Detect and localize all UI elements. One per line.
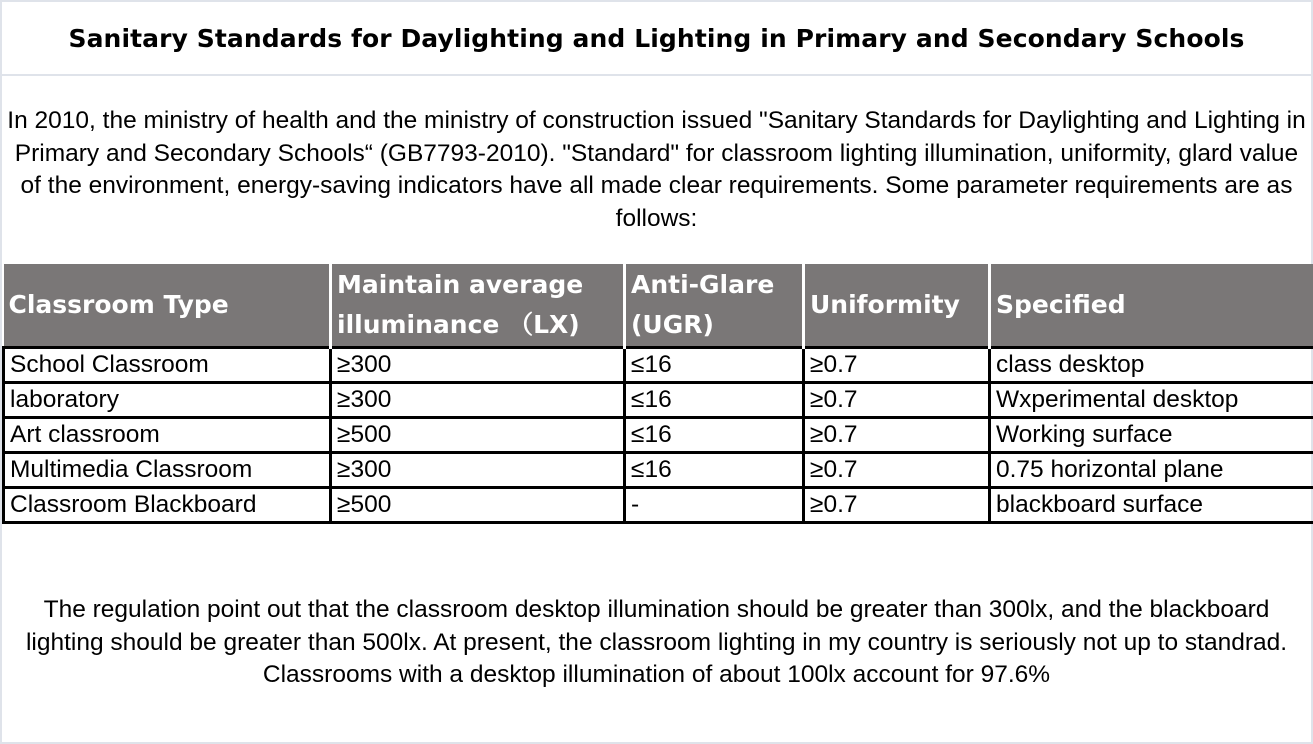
cell-specified: 0.75 horizontal plane xyxy=(990,453,1313,488)
cell-average-illuminance: ≥300 xyxy=(331,348,625,383)
cell-classroom-type: Multimedia Classroom xyxy=(4,453,331,488)
cell-uniformity: ≥0.7 xyxy=(804,383,990,418)
conclusion-paragraph: The regulation point out that the classroom desktop illumination should be greater than 300lx, and the blackboard lighting should be greater than 500lx. At present, the classroom lighting in my country is seriously not up to standrad. Classrooms with a desktop illumination of about 100lx account for 97.6% xyxy=(25,596,1288,688)
header-average-illuminance: Maintain average illuminance （LX) xyxy=(331,264,625,348)
header-classroom-type: Classroom Type xyxy=(4,264,331,348)
table-row xyxy=(4,383,1313,418)
title-bar xyxy=(2,2,1311,76)
cell-average-illuminance: ≥500 xyxy=(331,488,625,523)
table-row xyxy=(4,348,1313,383)
table-row xyxy=(4,488,1313,523)
cell-anti-glare: ≤16 xyxy=(625,348,804,383)
cell-uniformity: ≥0.7 xyxy=(804,488,990,523)
cell-classroom-type: laboratory xyxy=(4,383,331,418)
header-uniformity: Uniformity xyxy=(804,264,990,348)
cell-anti-glare: ≤16 xyxy=(625,383,804,418)
cell-specified: Working surface xyxy=(990,418,1313,453)
table-row xyxy=(4,453,1313,488)
standards-table xyxy=(2,264,1313,524)
cell-anti-glare: - xyxy=(625,488,804,523)
cell-specified: Wxperimental desktop xyxy=(990,383,1313,418)
cell-uniformity: ≥0.7 xyxy=(804,348,990,383)
intro-paragraph: In 2010, the ministry of health and the ministry of construction issued "Sanitary Standards for Daylighting and Lighting in Primary and Secondary Schools“ (GB7793-2010). "Standard" for classroom lighting illumination, uniformity, glard value of the environment, energy-saving indicators have all made clear requirements. Some parameter requirements are as follows: xyxy=(7,107,1306,232)
cell-anti-glare: ≤16 xyxy=(625,418,804,453)
table-header-row xyxy=(4,264,1313,348)
cell-average-illuminance: ≥300 xyxy=(331,453,625,488)
header-specified: Specified xyxy=(990,264,1313,348)
cell-average-illuminance: ≥500 xyxy=(331,418,625,453)
standards-table-wrap xyxy=(2,264,1313,524)
page-title: Sanitary Standards for Daylighting and Lighting in Primary and Secondary Schools xyxy=(68,23,1245,53)
cell-uniformity: ≥0.7 xyxy=(804,418,990,453)
cell-classroom-type: School Classroom xyxy=(4,348,331,383)
header-anti-glare: Anti-Glare (UGR) xyxy=(625,264,804,348)
cell-specified: class desktop xyxy=(990,348,1313,383)
cell-specified: blackboard surface xyxy=(990,488,1313,523)
cell-uniformity: ≥0.7 xyxy=(804,453,990,488)
cell-classroom-type: Classroom Blackboard xyxy=(4,488,331,523)
cell-average-illuminance: ≥300 xyxy=(331,383,625,418)
table-row xyxy=(4,418,1313,453)
cell-classroom-type: Art classroom xyxy=(4,418,331,453)
cell-anti-glare: ≤16 xyxy=(625,453,804,488)
